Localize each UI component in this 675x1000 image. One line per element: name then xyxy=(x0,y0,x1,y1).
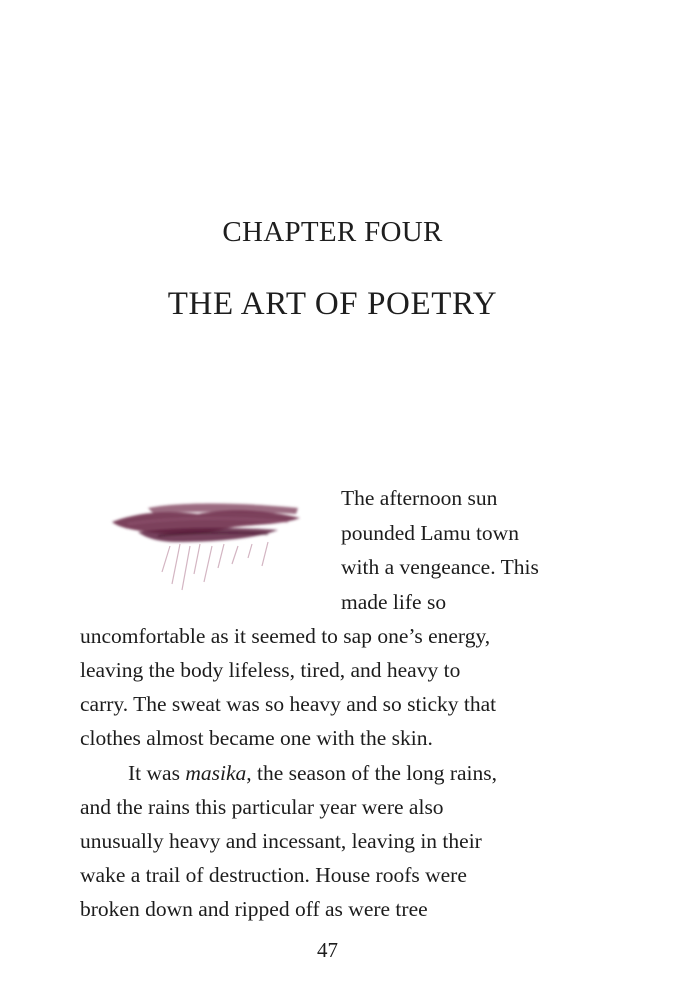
text-segment: It was masika, the season of the long rains, xyxy=(128,761,498,785)
text-line: pounded Lamu town xyxy=(341,521,519,545)
text-line: The afternoon sun xyxy=(341,486,498,510)
rain-cloud-icon xyxy=(108,494,308,614)
text-line: wake a trail of destruction. House roofs were xyxy=(80,863,467,887)
text-line: unusually heavy and incessant, leaving in their xyxy=(80,829,482,853)
text-line: made life so xyxy=(341,590,447,614)
page-number: 47 xyxy=(317,938,338,962)
italic-term: masika xyxy=(185,761,247,785)
chapter-label: CHAPTER FOUR xyxy=(222,216,443,248)
text-line: uncomfortable as it seemed to sap one’s energy, xyxy=(80,624,491,648)
text-line: clothes almost became one with the skin. xyxy=(80,726,433,750)
chapter-title: THE ART OF POETRY xyxy=(167,286,498,322)
text-line: leaving the body lifeless, tired, and heavy to xyxy=(80,658,461,682)
text-line-masika xyxy=(128,758,497,788)
text-line: with a vengeance. This xyxy=(341,555,539,579)
text-line: broken down and ripped off as were tree xyxy=(80,897,428,921)
text-line: and the rains this particular year were also xyxy=(80,795,444,819)
text-line: carry. The sweat was so heavy and so sticky that xyxy=(80,692,497,716)
